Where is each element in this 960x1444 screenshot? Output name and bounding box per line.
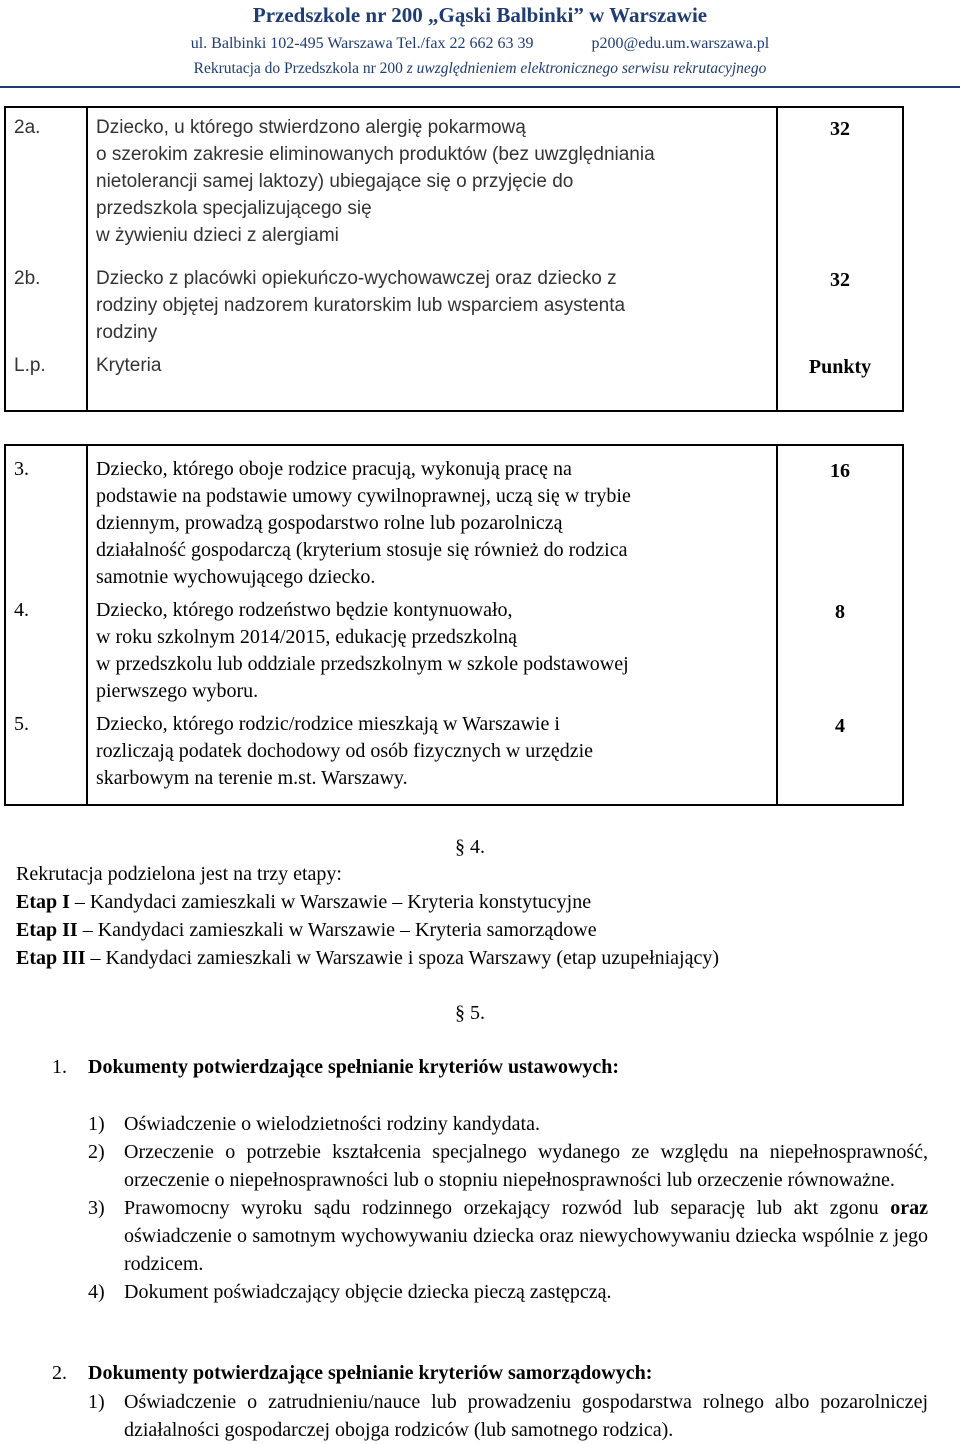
list-item <box>88 1194 928 1278</box>
header-criteria: Kryteria <box>87 346 777 411</box>
criteria-line: w roku szkolnym 2014/2015, edukację przedszkolną <box>96 626 518 648</box>
documents-heading-local <box>52 1362 652 1385</box>
row-criteria <box>87 249 777 346</box>
recruitment-subtitle <box>0 60 960 78</box>
row-points: 32 <box>777 249 903 346</box>
row-number: 2b. <box>5 249 87 346</box>
heading-number: 2. <box>52 1362 67 1384</box>
stage-label: Etap III <box>16 947 86 969</box>
table-row <box>5 591 903 705</box>
documents-list-local <box>88 1388 928 1444</box>
section-4-mark: § 4. <box>455 836 485 858</box>
item-text: oświadczenie o samotnym wychowywaniu dziecka oraz niewychowywaniu dziecka wspólnie z jego rodzicem. <box>124 1225 928 1275</box>
documents-list-statutory <box>88 1110 928 1306</box>
criteria-line: rodziny objętej nadzorem kuratorskim lub wsparciem asystenta <box>96 295 626 316</box>
criteria-line: Dziecko, którego rodzeństwo będzie kontynuowało, <box>96 599 513 621</box>
school-address: ul. Balbinki 102-495 Warszawa Tel./fax 22 662 63 39 <box>190 35 534 52</box>
criteria-line: przedszkola specjalizującego się <box>96 198 372 219</box>
criteria-line: samotnie wychowującego dziecko. <box>96 566 376 588</box>
header-divider <box>0 86 960 88</box>
list-item <box>88 1110 928 1138</box>
criteria-line: rozliczają podatek dochodowy od osób fizycznych w urzędzie <box>96 740 594 762</box>
item-number: 4) <box>88 1281 105 1303</box>
criteria-line: w przedszkolu lub oddziale przedszkolnym w szkole podstawowej <box>96 653 629 675</box>
item-number: 1) <box>88 1113 105 1135</box>
row-points: 32 <box>777 107 903 249</box>
table-row <box>5 249 903 346</box>
criteria-line: skarbowym na terenie m.st. Warszawy. <box>96 767 408 789</box>
row-points: 8 <box>777 591 903 705</box>
row-number: 3. <box>5 445 87 591</box>
criteria-table-bottom <box>4 444 904 806</box>
criteria-line: nietolerancji samej laktozy) ubiegające się o przyjęcie do <box>96 171 574 192</box>
item-text: Orzeczenie o potrzebie kształcenia specjalnego wydanego ze względu na niepełnosprawność, orzeczenie o niepełnosprawności lub o stopniu niepełnosprawności lub orzeczenie równoważne. <box>124 1141 928 1191</box>
stage-item <box>16 888 916 916</box>
criteria-line: Dziecko z placówki opiekuńczo-wychowawczej oraz dziecko z <box>96 268 617 289</box>
row-criteria <box>87 107 777 249</box>
item-number: 3) <box>88 1197 105 1219</box>
item-text: Prawomocny wyroku sądu rodzinnego orzekający rozwód lub separację lub akt zgonu <box>124 1197 891 1219</box>
criteria-line: rodziny <box>96 322 158 343</box>
row-points: 4 <box>777 705 903 805</box>
recruitment-plain: Rekrutacja do Przedszkola nr 200 <box>193 60 403 77</box>
table-row <box>5 705 903 805</box>
header-points: Punkty <box>777 346 903 411</box>
item-text: Oświadczenie o zatrudnieniu/nauce lub prowadzeniu gospodarstwa rolnego albo pozarolniczej działalności gospodarczej obojga rodziców (lub samotnego rodzica). <box>124 1391 928 1441</box>
school-email: p200@edu.um.warszawa.pl <box>591 35 770 52</box>
table-row <box>5 107 903 249</box>
row-number: 2a. <box>5 107 87 249</box>
row-criteria <box>87 591 777 705</box>
list-item <box>88 1138 928 1194</box>
heading-text: Dokumenty potwierdzające spełnianie kryteriów samorządowych: <box>88 1362 653 1384</box>
section-5-mark: § 5. <box>455 1002 485 1024</box>
row-number: 5. <box>5 705 87 805</box>
school-title: Przedszkole nr 200 „Gąski Balbinki” w Warszawie <box>252 3 708 27</box>
row-criteria <box>87 445 777 591</box>
criteria-line: Dziecko, którego oboje rodzice pracują, wykonują pracę na <box>96 458 572 480</box>
criteria-line: o szerokim zakresie eliminowanych produktów (bez uwzględniania <box>96 144 655 165</box>
table-header-row <box>5 346 903 411</box>
heading-text: Dokumenty potwierdzające spełnianie kryteriów ustawowych: <box>88 1056 620 1078</box>
row-points: 16 <box>777 445 903 591</box>
item-number: 2) <box>88 1141 105 1163</box>
row-number: 4. <box>5 591 87 705</box>
stage-text: – Kandydaci zamieszkali w Warszawie – Kryteria konstytucyjne <box>69 891 592 913</box>
stage-label: Etap I <box>16 891 70 913</box>
item-number: 1) <box>88 1391 105 1413</box>
recruitment-italic: z uwzględnieniem elektronicznego serwisu rekrutacyjnego <box>406 60 767 77</box>
list-item <box>88 1278 928 1306</box>
criteria-table-top <box>4 106 904 412</box>
item-text: Oświadczenie o wielodzietności rodziny kandydata. <box>124 1113 540 1135</box>
school-address-line <box>0 35 960 53</box>
stage-item <box>16 944 916 972</box>
stage-text: – Kandydaci zamieszkali w Warszawie i spoza Warszawy (etap uzupełniający) <box>85 947 720 969</box>
criteria-line: Dziecko, u którego stwierdzono alergię pokarmową <box>96 117 526 138</box>
header-lp: L.p. <box>5 346 87 411</box>
documents-heading-statutory <box>52 1056 619 1079</box>
item-text-bold: oraz <box>890 1197 928 1219</box>
stage-text: – Kandydaci zamieszkali w Warszawie – Kryteria samorządowe <box>77 919 597 941</box>
stages-intro: Rekrutacja podzielona jest na trzy etapy: <box>16 863 342 885</box>
criteria-line: w żywieniu dzieci z alergiami <box>96 225 339 246</box>
row-criteria <box>87 705 777 805</box>
criteria-line: działalność gospodarczą (kryterium stosuje się również do rodzica <box>96 539 628 561</box>
criteria-line: podstawie na podstawie umowy cywilnoprawnej, uczą się w trybie <box>96 485 631 507</box>
criteria-line: dziennym, prowadzą gospodarstwo rolne lub pozarolniczą <box>96 512 563 534</box>
section-4-body <box>16 860 916 972</box>
stage-item <box>16 916 916 944</box>
criteria-line: Dziecko, którego rodzic/rodzice mieszkają w Warszawie i <box>96 713 560 735</box>
item-text: Dokument poświadczający objęcie dziecka pieczą zastępczą. <box>124 1281 612 1303</box>
stage-label: Etap II <box>16 919 78 941</box>
heading-number: 1. <box>52 1056 67 1078</box>
criteria-line: pierwszego wyboru. <box>96 680 259 702</box>
table-row <box>5 445 903 591</box>
list-item <box>88 1388 928 1444</box>
